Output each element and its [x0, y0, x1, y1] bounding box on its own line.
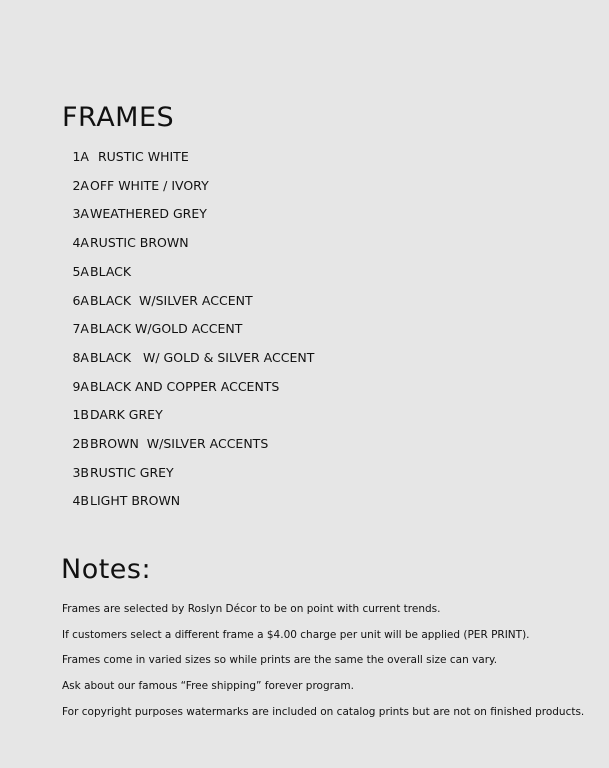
frame-code: 3B [72, 464, 89, 480]
note-line: If customers select a different frame a $4.00 charge per unit will be applied (PER PRINT). [62, 628, 530, 641]
frame-name: DARK GREY [90, 407, 163, 423]
frame-name: RUSTIC WHITE [90, 149, 189, 164]
frame-code: 6A [72, 292, 89, 308]
note-line: Frames are selected by Roslyn Décor to be on point with current trends. [62, 603, 441, 615]
frames-heading: FRAMES [62, 102, 175, 133]
frame-code: 2A [72, 177, 89, 193]
frame-name: RUSTIC GREY [90, 464, 174, 480]
frame-name: WEATHERED GREY [90, 206, 207, 222]
frame-code: 4A [72, 235, 89, 251]
frame-code: 1A [72, 149, 89, 164]
frame-code: 3A [72, 206, 89, 222]
frame-code: 4B [72, 493, 89, 509]
frame-name: LIGHT BROWN [90, 493, 181, 509]
notes-heading: Notes: [61, 554, 152, 585]
note-line: Frames come in varied sizes so while prints are the same the overall size can vary. [62, 654, 498, 667]
frame-code: 5A [72, 263, 89, 279]
frame-code: 1B [72, 407, 89, 423]
frame-code: 7A [72, 321, 89, 337]
frame-code: 8A [72, 349, 89, 365]
frame-name: BROWN W/SILVER ACCENTS [90, 436, 269, 451]
frame-name: BLACK W/ GOLD & SILVER ACCENT [90, 349, 315, 365]
frame-code: 2B [72, 436, 89, 451]
frame-name: OFF WHITE / IVORY [90, 177, 209, 193]
note-line: For copyright purposes watermarks are included on catalog prints but are not on finished products. [62, 705, 585, 718]
frame-name: BLACK W/GOLD ACCENT [90, 321, 243, 337]
frame-name: BLACK [90, 263, 132, 279]
note-line: Ask about our famous “Free shipping” forever program. [62, 680, 354, 693]
frame-name: BLACK AND COPPER ACCENTS [90, 378, 280, 394]
frame-code: 9A [72, 378, 89, 394]
frame-name: BLACK W/SILVER ACCENT [90, 292, 253, 308]
frame-name: RUSTIC BROWN [90, 235, 189, 251]
